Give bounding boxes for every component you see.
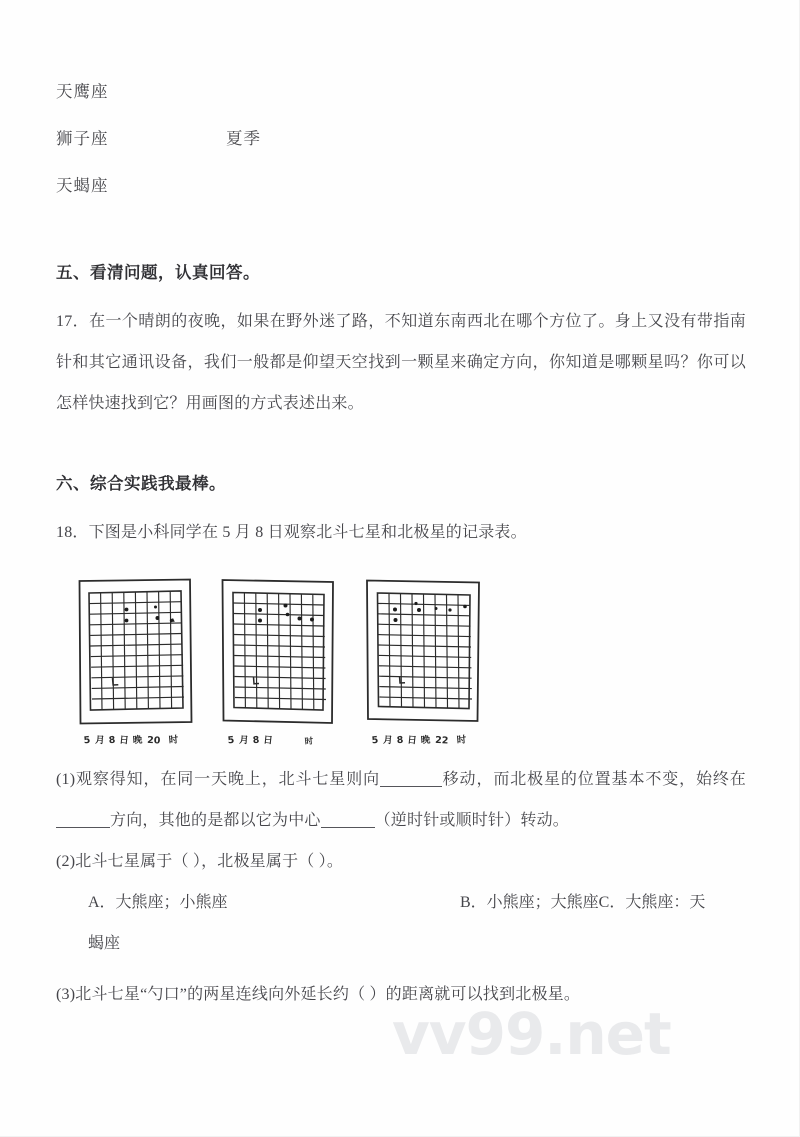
- panel-frame: [220, 577, 338, 725]
- observation-panel-1: [64, 577, 206, 749]
- question-17-number: 17．: [56, 313, 90, 330]
- svg-text:20: 20: [146, 734, 161, 747]
- svg-text:8: 8: [108, 734, 116, 747]
- observation-panel-3: [352, 577, 494, 749]
- star-grid-diagram-1: [76, 577, 194, 725]
- answer-blank-1[interactable]: [380, 786, 442, 787]
- svg-text:时: 时: [168, 734, 179, 747]
- svg-text:月: 月: [238, 734, 250, 747]
- table-row: [56, 125, 746, 172]
- table-row: [56, 172, 746, 219]
- panel-caption-2: [208, 731, 350, 749]
- constellation-table: [56, 0, 746, 219]
- sub-2-label: (2): [56, 853, 76, 870]
- option-b-c[interactable]: B．小熊座；大熊座C．大熊座：天: [460, 894, 706, 911]
- svg-text:5: 5: [371, 734, 379, 747]
- constellation-name: 天蝎座: [56, 176, 109, 195]
- sub-1-label: (1): [56, 771, 76, 788]
- sub-1-part-b: 移动，而北极星的位置基本不变，始终在: [441, 771, 746, 788]
- site-watermark: vv99.net: [392, 1000, 671, 1068]
- svg-text:晚: 晚: [132, 734, 143, 747]
- svg-text:22: 22: [434, 734, 449, 747]
- option-c-continuation: 蝎座: [88, 935, 121, 952]
- svg-text:8: 8: [252, 734, 260, 747]
- panel-caption-1: [64, 731, 206, 749]
- question-18-number: 18．: [56, 524, 89, 541]
- sub-1-part-d: （逆时针或顺时针）转动。: [374, 812, 570, 829]
- section-heading-six: 六、综合实践我最棒。: [56, 474, 226, 493]
- option-a[interactable]: A．大熊座；小熊座: [88, 894, 228, 911]
- section-heading-five: 五、看清问题，认真回答。: [56, 263, 260, 282]
- question-18-sub-1: [56, 759, 746, 841]
- svg-text:5: 5: [83, 734, 91, 747]
- panel-caption-3: [352, 731, 494, 749]
- question-17: [56, 301, 746, 424]
- svg-text:日: 日: [118, 734, 130, 747]
- star-dots: [258, 604, 314, 623]
- svg-text:月: 月: [382, 734, 394, 747]
- panel-frame: [364, 577, 482, 725]
- sub-3-label: (3): [56, 986, 76, 1003]
- constellation-name: 天鹰座: [56, 82, 109, 101]
- handwritten-date-label-1: [83, 731, 187, 747]
- answer-blank-2[interactable]: [56, 827, 110, 828]
- observation-record-diagrams: [56, 577, 746, 749]
- sub-1-part-c: 方向，其他的是都以它为中心: [110, 812, 321, 829]
- svg-text:8: 8: [396, 734, 404, 747]
- svg-text:时: 时: [304, 736, 314, 747]
- sub-1-part-a: 观察得知，在同一天晚上，北斗七星则向: [75, 771, 380, 788]
- star-grid-diagram-2: [220, 577, 338, 725]
- question-18-sub-2: [56, 841, 746, 882]
- question-18: [56, 512, 746, 553]
- handwritten-date-label-2: [227, 731, 331, 747]
- table-row: [56, 78, 746, 125]
- svg-text:时: 时: [456, 734, 467, 747]
- svg-text:晚: 晚: [420, 734, 431, 747]
- star-dots: [125, 606, 175, 623]
- question-18-sub-2-options: [56, 882, 746, 923]
- answer-blank-3[interactable]: [321, 827, 375, 828]
- observation-panel-2: [208, 577, 350, 749]
- sub-3-text: 北斗七星“勺口”的两星连线向外延长约（ ）的距离就可以找到北极星。: [75, 986, 581, 1003]
- svg-text:日: 日: [262, 734, 274, 747]
- constellation-name: 狮子座: [56, 129, 109, 148]
- sub-2-stem: 北斗七星属于（ ），北极星属于（ ）。: [75, 853, 344, 870]
- svg-text:5: 5: [227, 734, 235, 747]
- svg-text:月: 月: [94, 734, 106, 747]
- star-grid-diagram-3: [364, 577, 482, 725]
- constellation-season: 夏季: [226, 129, 261, 148]
- page-content: [56, 0, 746, 1015]
- svg-text:日: 日: [406, 734, 418, 747]
- question-18-text: 下图是小科同学在 5 月 8 日观察北斗七星和北极星的记录表。: [88, 524, 527, 541]
- panel-frame: [76, 577, 194, 725]
- question-17-text: 在一个晴朗的夜晚，如果在野外迷了路，不知道东南西北在哪个方位了。身上又没有带指南针和其它通讯设备，我们一般都是仰望天空找到一颗星来确定方向，你知道是哪颗星吗？你可以怎样快速找到它？用画图的方式表述出来。: [56, 313, 746, 412]
- handwritten-date-label-3: [371, 731, 475, 747]
